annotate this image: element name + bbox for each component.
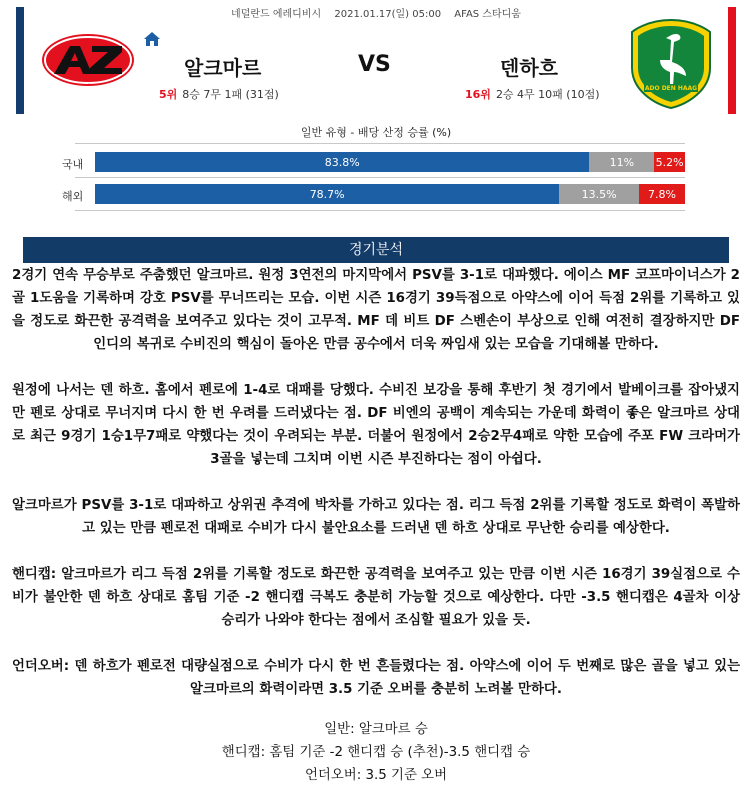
- analysis-header: 경기분석: [23, 237, 729, 263]
- loss-value: 7.8%: [648, 187, 676, 201]
- odds-chart-title: 일반 유형 - 배당 산정 승률 (%): [300, 126, 452, 139]
- home-rank: 5위: [159, 88, 178, 101]
- win-segment: [95, 152, 589, 172]
- win-value: 83.8%: [324, 155, 360, 169]
- home-icon: [143, 30, 161, 48]
- prediction-summary: [0, 718, 752, 787]
- vs-label: VS: [358, 52, 391, 77]
- away-rank: 16위: [465, 88, 491, 101]
- home-record: [159, 86, 279, 102]
- analysis-paragraph: 2경기 연속 무승부로 주춤했던 알크마르. 원정 3연전의 마지막에서 PSV를 3-1로 대파했다. 에이스 MF 코프마이너스가 2골 1도움을 기록하며 강호 PSV를 무너뜨리는 모습. 이번 시즌 16경기 39득점으로 아약스에 이어 득점 2위를 기록하고 있을 정도로 화끈한 공격력을 보여주고 있다는 것이 고무적. MF 데 비트 DF 스벤손이 부상으로 인해 여전히 결장하지만 DF 인디의 복귀로 수비진의 핵심이 돌아온 만큼 공수에서 더욱 짜임새 있는 모습을 기대해볼 만하다.: [12, 268, 740, 352]
- chart-divider: [75, 177, 685, 178]
- loss-value: 5.2%: [655, 155, 684, 169]
- away-team-logo: [626, 18, 716, 110]
- summary-handicap: 핸디캡: 홈팀 기준 -2 핸디캡 승 (추천)-3.5 핸디캡 승: [221, 745, 531, 760]
- draw-value: 13.5%: [581, 187, 617, 201]
- away-color-bar: [728, 7, 736, 114]
- odds-row-label-overseas: 해외: [62, 190, 84, 203]
- analysis-paragraph: 원정에 나서는 덴 하흐. 홈에서 펜로에 1-4로 대패를 당했다. 수비진 보강을 통해 후반기 첫 경기에서 발베이크를 잡아냈지만 펜로 상대로 무너지며 다시 한 번 우려를 드러냈다는 점. DF 비엔의 공백이 계속되는 가운데 화력이 좋은 알크마르 상대로 최근 9경기 1승1무7패로 약했다는 것이 우려되는 부분. 더불어 원정에서 2승2무4패로 약한 모습에 주포 FW 크라머가 3골을 넣는데 그치며 이번 시즌 부진하다는 점이 아쉽다.: [12, 383, 740, 467]
- home-logo-text: AZ: [88, 84, 91, 86]
- match-datetime: 2021.01.17(일) 05:00: [334, 9, 442, 20]
- analysis-paragraph: 핸디캡: 알크마르가 리그 득점 2위를 기록할 정도로 화끈한 공격력을 보여주고 있는 만큼 이번 시즌 16경기 39실점으로 수비가 불안한 덴 하흐 상대로 홈팀 기준 -2 핸디캡 극복도 충분히 가능할 것으로 예상한다. 다만 -3.5 핸디캡은 4골차 이상 승리가 나와야 한다는 점에서 조심할 필요가 있을 듯.: [12, 567, 740, 628]
- odds-bar-overseas: [95, 184, 685, 204]
- analysis-body: [12, 264, 740, 724]
- summary-underover: 언더오버: 3.5 기준 오버: [304, 768, 448, 783]
- win-value: 78.7%: [309, 187, 345, 201]
- draw-segment: [559, 184, 639, 204]
- analysis-paragraph: 언더오버: 덴 하흐가 펜로전 대량실점으로 수비가 다시 한 번 흔들렸다는 점. 아약스에 이어 두 번째로 많은 골을 넣고 있는 알크마르의 화력이라면 3.5 기준 오버를 충분히 노려볼 만하다.: [12, 659, 740, 697]
- chart-divider: [75, 143, 685, 144]
- league-name: 네덜란드 에레디비시: [231, 9, 322, 20]
- draw-segment: [589, 152, 654, 172]
- odds-bar-domestic: [95, 152, 685, 172]
- home-team-name: 알크마르: [184, 56, 262, 80]
- away-logo-text: ADO DEN HAAG: [644, 85, 698, 92]
- home-color-bar: [16, 7, 24, 114]
- home-record-text: 8승 7무 1패 (31점): [182, 88, 279, 101]
- loss-segment: [639, 184, 685, 204]
- home-team-logo: [40, 32, 136, 88]
- draw-value: 11%: [609, 155, 635, 169]
- away-record-text: 2승 4무 10패 (10점): [495, 88, 600, 101]
- analysis-paragraph: 알크마르가 PSV를 3-1로 대파하고 상위권 추격에 박차를 가하고 있다는 점. 리그 득점 2위를 기록할 정도로 화력이 폭발하고 있는 만큼 펜로전 대패로 수비가 다시 불안요소를 드러낸 덴 하흐 상대로 무난한 승리를 예상한다.: [12, 498, 740, 536]
- away-record: [465, 86, 600, 102]
- venue: AFAS 스타디움: [454, 9, 521, 20]
- odds-row-label-domestic: 국내: [62, 158, 84, 171]
- summary-general: 일반: 알크마르 승: [324, 722, 428, 737]
- chart-divider: [75, 210, 685, 211]
- away-team-name: 덴하흐: [500, 56, 558, 80]
- loss-segment: [654, 152, 685, 172]
- win-segment: [95, 184, 559, 204]
